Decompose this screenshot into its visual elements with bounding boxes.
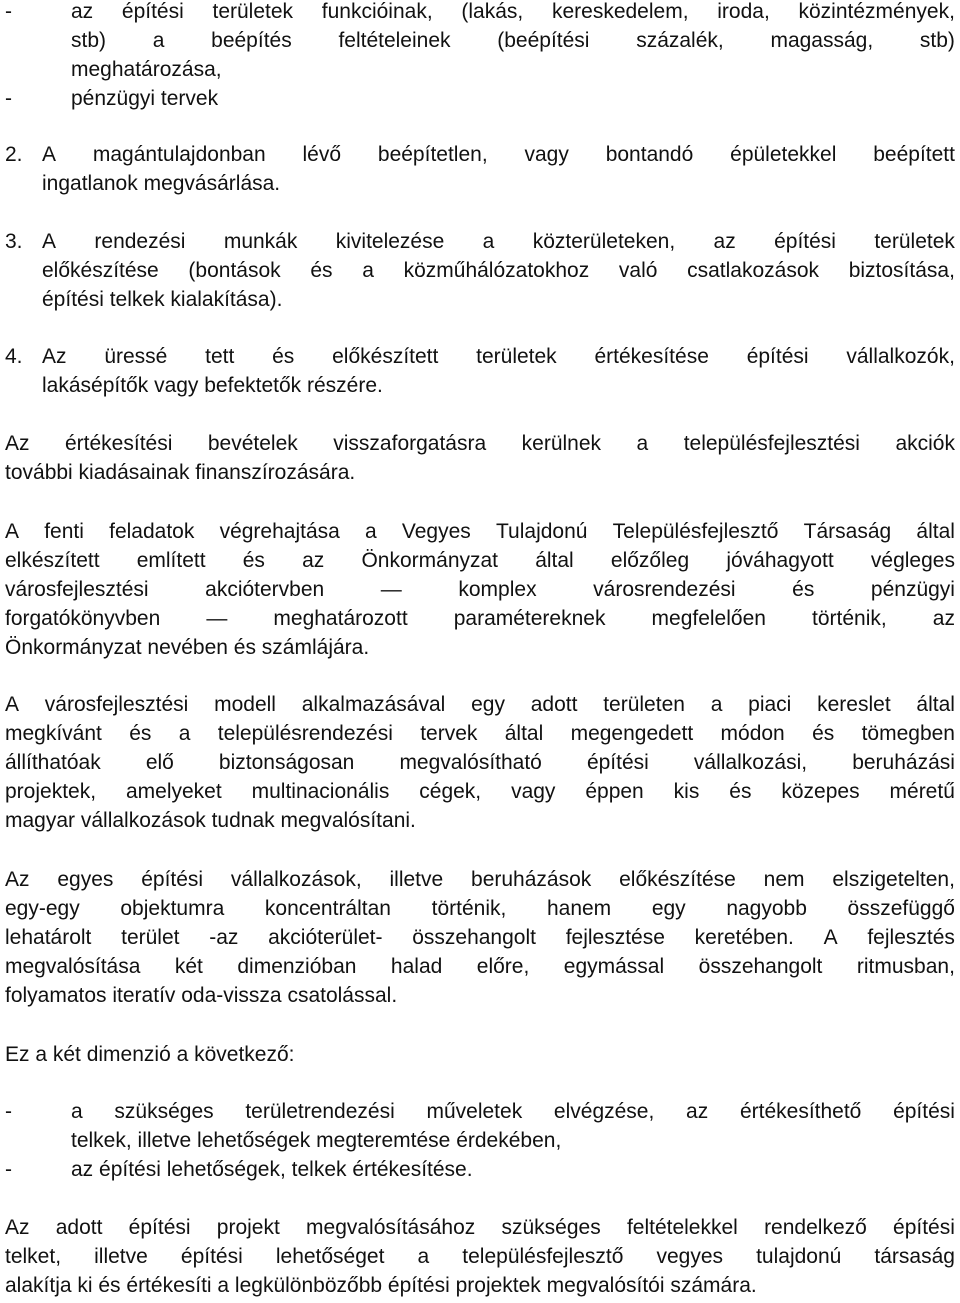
text-line: A magántulajdonban lévő beépítetlen, vagy bontandó épületekkel beépített (42, 143, 955, 166)
text-block (42, 342, 955, 400)
text-block (42, 140, 955, 198)
text-line: egy-egy objektumra koncentráltan történik, hanem egy nagyobb összefüggő (5, 897, 955, 920)
text-line: Az üressé tett és előkészített területek értékesítése építési vállalkozók, (42, 345, 955, 368)
text-block (71, 84, 955, 113)
text-line: A rendezési munkák kivitelezése a közterületeken, az építési területek (42, 230, 955, 253)
text-line: pénzügyi tervek (71, 87, 219, 110)
text-line: Az adott építési projekt megvalósításához szükséges feltételekkel rendelkező építési (5, 1216, 955, 1239)
text-line: előkészítése (bontások és a közműhálózatokhoz való csatlakozások biztosítása, (42, 259, 955, 282)
text-block (5, 1040, 955, 1069)
text-block (5, 1213, 955, 1300)
text-line: további kiadásainak finanszírozására. (5, 461, 356, 484)
text-line: folyamatos iteratív oda-vissza csatolással. (5, 984, 398, 1007)
text-line: stb) a beépítés feltételeinek (beépítési százalék, magasság, stb) (71, 29, 955, 52)
list-marker: - (5, 87, 12, 110)
text-line: A városfejlesztési modell alkalmazásával egy adott területen a piaci kereslet által (5, 693, 955, 716)
text-line: megkívánt és a településrendezési tervek által megengedett módon és tömegben (5, 722, 955, 745)
text-line: telket, illetve építési lehetőséget a településfejlesztő vegyes tulajdonú társaság (5, 1245, 955, 1268)
text-line: alakítja ki és értékesíti a legkülönbözőbb építési projektek megvalósítói számára. (5, 1274, 757, 1297)
text-line: meghatározása, (71, 58, 222, 81)
text-block (71, 0, 955, 84)
text-line: építési telkek kialakítása). (42, 288, 283, 311)
list-marker: - (5, 0, 12, 23)
text-line: Ez a két dimenzió a következő: (5, 1043, 295, 1066)
text-line: a szükséges területrendezési műveletek elvégzése, az értékesíthető építési (71, 1100, 955, 1123)
text-line: ingatlanok megvásárlása. (42, 172, 281, 195)
text-block (5, 865, 955, 1010)
text-line: lehatárolt terület -az akcióterület- összehangolt fejlesztése keretében. A fejlesztés (5, 926, 955, 949)
text-block (5, 429, 955, 487)
text-block (5, 690, 955, 835)
text-line: megvalósítása két dimenzióban halad előre, egymással összehangolt ritmusban, (5, 955, 955, 978)
text-line: telkek, illetve lehetőségek megteremtése érdekében, (71, 1129, 562, 1152)
text-line: elkészített említett és az Önkormányzat által előzőleg jóváhagyott végleges (5, 549, 955, 572)
text-line: az építési lehetőségek, telkek értékesítése. (71, 1158, 473, 1181)
text-line: magyar vállalkozások tudnak megvalósítani. (5, 809, 416, 832)
text-line: Az értékesítési bevételek visszaforgatásra kerülnek a településfejlesztési akciók (5, 432, 955, 455)
text-block (71, 1097, 955, 1155)
text-block (71, 1155, 955, 1184)
list-marker: - (5, 1158, 12, 1181)
text-line: projektek, amelyeket multinacionális cégek, vagy éppen kis és közepes méretű (5, 780, 955, 803)
text-line: állíthatóak elő biztonságosan megvalósítható építési vállalkozási, beruházási (5, 751, 955, 774)
text-line: forgatókönyvben — meghatározott paramétereknek megfelelően történik, az (5, 607, 955, 630)
text-line: városfejlesztési akciótervben — komplex városrendezési és pénzügyi (5, 578, 955, 601)
list-marker: 4. (5, 345, 23, 368)
list-marker: 2. (5, 143, 23, 166)
list-marker: - (5, 1100, 12, 1123)
list-marker: 3. (5, 230, 23, 253)
text-line: lakásépítők vagy befektetők részére. (42, 374, 383, 397)
text-line: Az egyes építési vállalkozások, illetve beruházások előkészítése nem elszigetelten, (5, 868, 955, 891)
text-line: Önkormányzat nevében és számlájára. (5, 636, 370, 659)
text-line: A fenti feladatok végrehajtása a Vegyes Tulajdonú Településfejlesztő Társaság által (5, 520, 955, 543)
text-block (5, 517, 955, 662)
text-block (42, 227, 955, 314)
text-line: az építési területek funkcióinak, (lakás, kereskedelem, iroda, közintézmények, (71, 0, 955, 23)
